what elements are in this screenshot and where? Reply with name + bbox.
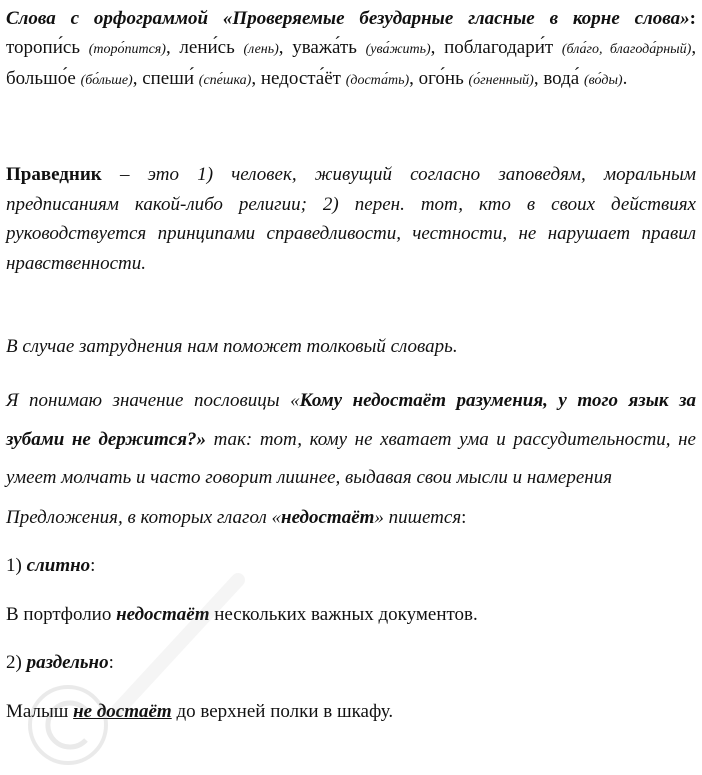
item-1-label: слитно xyxy=(26,555,91,576)
verb-label: недостаёт xyxy=(281,506,375,528)
word-item: ого́нь (о́гненный), xyxy=(418,68,539,89)
dictionary-note: В случае затруднения нам поможет толковый словарь. xyxy=(6,336,458,357)
word-list-paragraph: Слова с орфограммой «Проверяемые безударные гласные в корне слова»: торопи́сь (торо́пится), лени́сь (лень), уважа́ть (ува́жить), поблагодари́т (бла́го, благода́рный), большо́е (бо́льше), спеши́ (спе́шка), недоста́ёт (доста́ть), ого́нь (о́гненный), вода́ (во́ды). xyxy=(6,8,697,89)
dictionary-note-section xyxy=(6,336,458,358)
example-1: В портфолио недостаёт нескольких важных документов. xyxy=(6,603,478,625)
proverb-section xyxy=(6,382,696,731)
item-1: 1) слитно: xyxy=(6,555,96,576)
proverb-paragraph: Я понимаю значение пословицы «Кому недостаёт разумения, у того язык за зубами не держится?» так: тот, кому не хватает ума и рассудительности, не умеет молчать и часто говорит лишнее, выдавая свои мысли и намерения xyxy=(6,390,696,488)
word-list-section xyxy=(6,4,696,95)
section-heading: Слова с орфограммой «Проверяемые безударные гласные в корне слова» xyxy=(6,8,690,29)
proverb-quote: Кому недостаёт разумения, у того язык за зубами не держится? xyxy=(6,390,696,450)
example-1-verb: недостаёт xyxy=(116,603,210,625)
definition-text: – это 1) человек, живущий согласно заповедям, моральным предписаниям какой-либо религии; 2) перен. тот, кто в своих действиях руководствуется принципами справедливости, честности, не нарушает правил нравственности. xyxy=(6,164,696,274)
example-2: Малыш не достаёт до верхней полки в шкафу. xyxy=(6,700,394,722)
item-2: 2) раздельно: xyxy=(6,652,114,673)
sentences-intro: Предложения, в которых глагол «недостаёт» пишется: xyxy=(6,506,467,528)
definition-section xyxy=(6,160,696,278)
word-item: лени́сь (лень), xyxy=(179,37,284,58)
word-item: вода́ (во́ды). xyxy=(543,68,628,89)
item-2-label: раздельно xyxy=(26,652,109,673)
example-2-verb: не достаёт xyxy=(73,700,172,722)
word-item: большо́е (бо́льше), xyxy=(6,68,138,89)
word-item: поблагодари́т (бла́го, благода́рный), xyxy=(444,37,697,58)
word-item: спеши́ (спе́шка), xyxy=(142,68,257,89)
word-item: торопи́сь (торо́пится), xyxy=(6,37,171,58)
definition-paragraph xyxy=(6,160,696,278)
definition-term: Праведник xyxy=(6,164,102,185)
word-item: недоста́ёт (доста́ть), xyxy=(260,68,414,89)
word-item: уважа́ть (ува́жить), xyxy=(292,37,436,58)
